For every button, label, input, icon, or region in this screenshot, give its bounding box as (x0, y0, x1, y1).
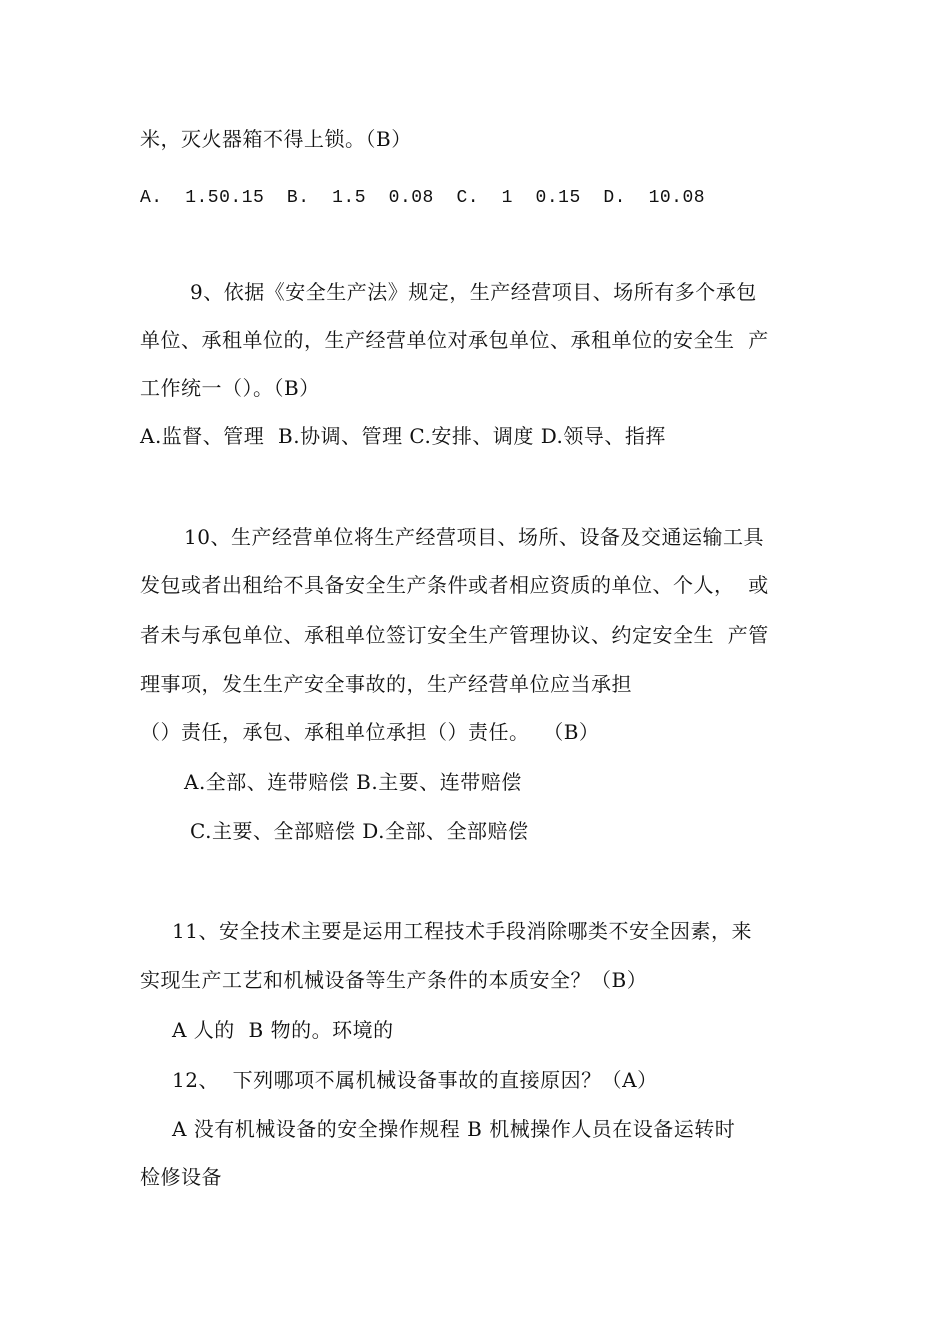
q8-text-line: 米，灭火器箱不得上锁。（B） (140, 127, 412, 151)
q11-options: A 人的 B 物的。环境的 (172, 1018, 394, 1042)
q9-text-line-3: 工作统一（）。（B） (140, 376, 320, 400)
q9-text-line-1: 9、依据《安全生产法》规定，生产经营项目、场所有多个承包 (190, 280, 757, 304)
q10-text-line-2: 发包或者出租给不具备安全生产条件或者相应资质的单位、个人， 或 (140, 573, 769, 597)
q9-text-line-2: 单位、承租单位的，生产经营单位对承包单位、承租单位的安全生 产 (140, 328, 769, 352)
q10-text-line-5: （）责任，承包、承租单位承担（）责任。 （B） (140, 720, 600, 744)
q9-options: A.监督、管理 B.协调、管理 C.安排、调度 D.领导、指挥 (140, 424, 666, 448)
q11-text-line-1: 11、安全技术主要是运用工程技术手段消除哪类不安全因素，来 (172, 919, 752, 943)
q12-text-line-2: A 没有机械设备的安全操作规程 B 机械操作人员在设备运转时 (172, 1117, 736, 1141)
q8-options: A. 1.50.15 B. 1.5 0.08 C. 1 0.15 D. 10.08 (140, 188, 706, 208)
q12-text-line-1: 12、 下列哪项不属机械设备事故的直接原因？（A） (172, 1068, 658, 1092)
q10-options-ab: A.全部、连带赔偿 B.主要、连带赔偿 (184, 770, 522, 794)
q10-options-cd: C.主要、全部赔偿 D.全部、全部赔偿 (190, 819, 529, 843)
q10-text-line-3: 者未与承包单位、承租单位签订安全生产管理协议、约定安全生 产管 (140, 623, 769, 647)
q12-text-line-3: 检修设备 (140, 1165, 222, 1189)
q10-text-line-1: 10、生产经营单位将生产经营项目、场所、设备及交通运输工具 (184, 525, 764, 549)
q11-text-line-2: 实现生产工艺和机械设备等生产条件的本质安全？（B） (140, 968, 648, 992)
q10-text-line-4: 理事项，发生生产安全事故的，生产经营单位应当承担 (140, 672, 632, 696)
